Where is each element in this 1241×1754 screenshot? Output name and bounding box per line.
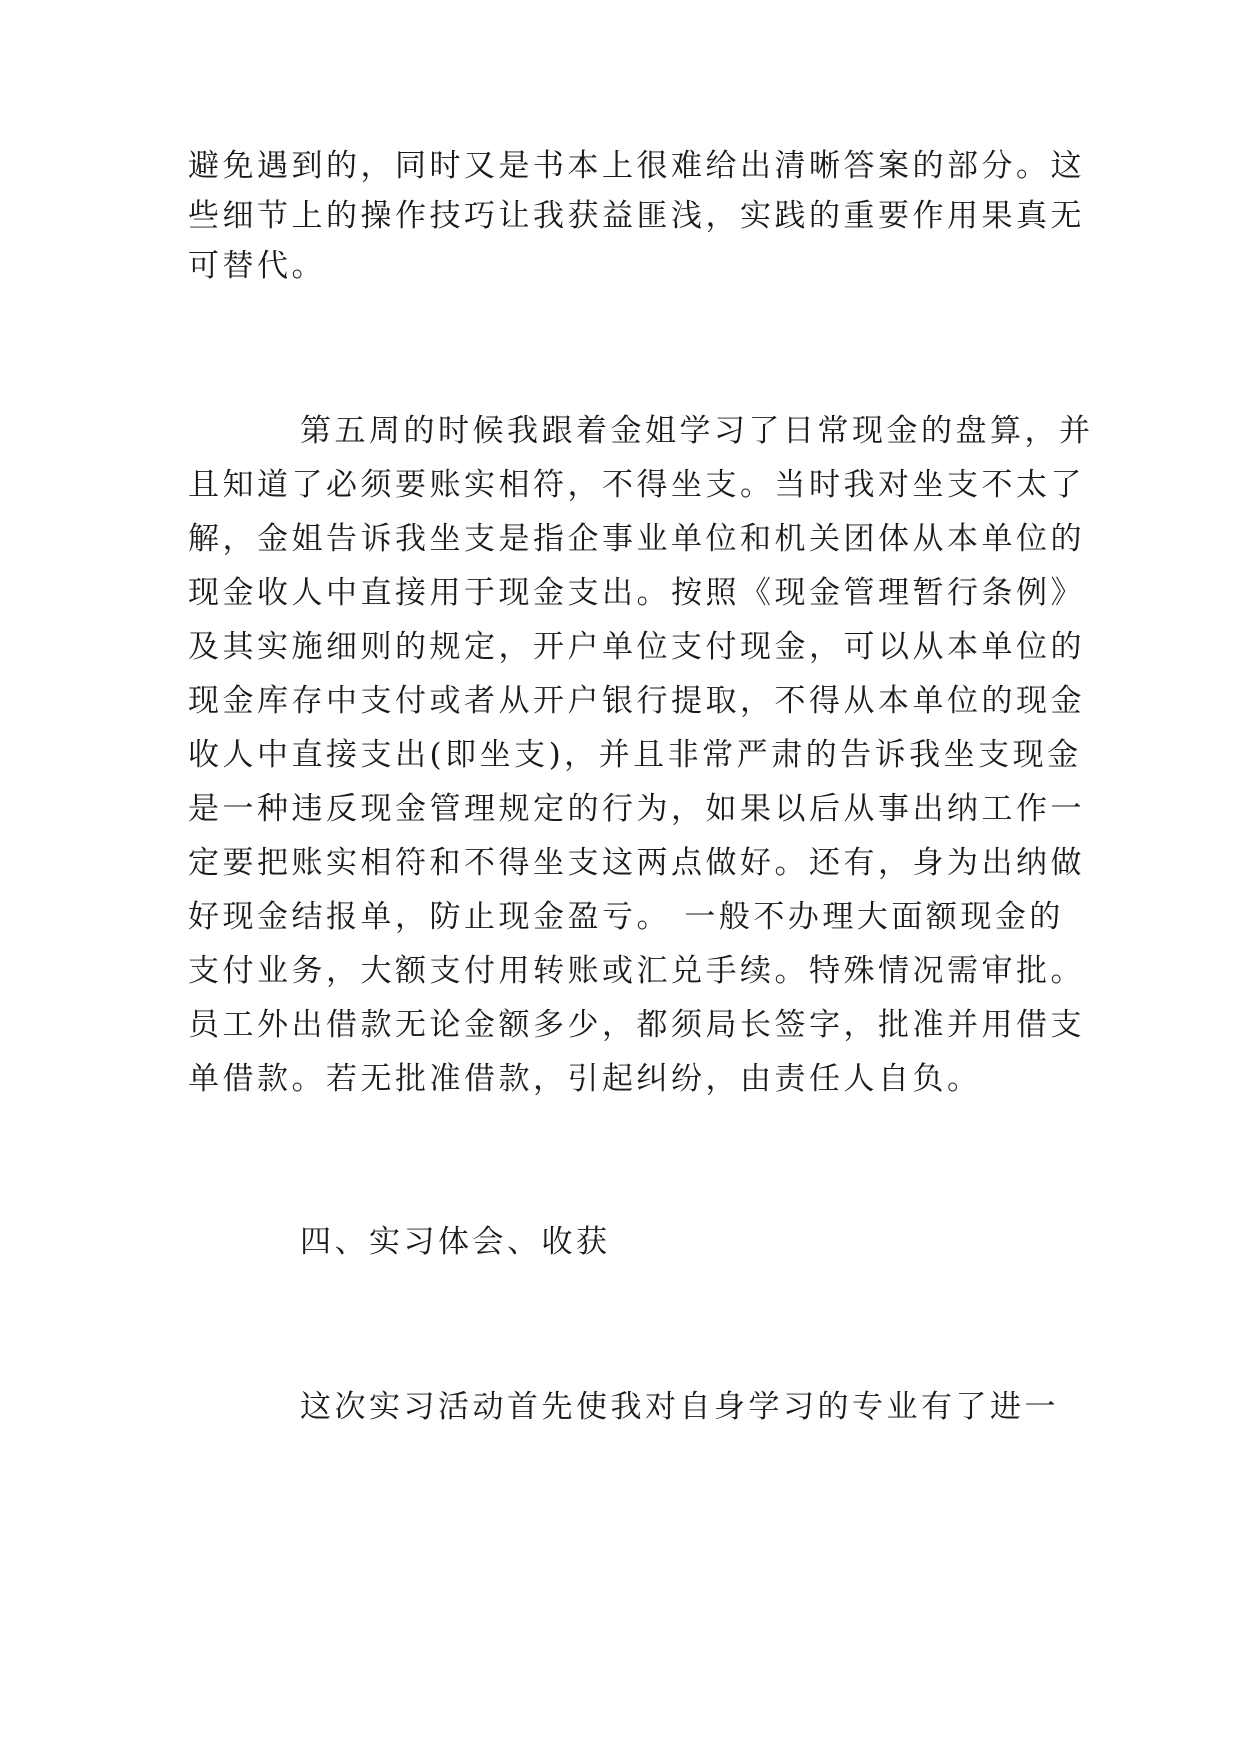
text-line: 这次实习活动首先使我对自身学习的专业有了进一 bbox=[300, 1389, 1059, 1425]
text-line: 些细节上的操作技巧让我获益匪浅，实践的重要作用果真无 bbox=[188, 198, 1085, 234]
text-line: 好现金结报单，防止现金盈亏。 一般不办理大面额现金的 bbox=[188, 899, 1064, 935]
text-line: 避免遇到的，同时又是书本上很难给出清晰答案的部分。这 bbox=[188, 148, 1085, 184]
text-line: 现金库存中支付或者从开户银行提取，不得从本单位的现金 bbox=[188, 683, 1085, 719]
section-heading: 四、实习体会、收获 bbox=[300, 1224, 611, 1260]
text-line: 定要把账实相符和不得坐支这两点做好。还有，身为出纳做 bbox=[188, 845, 1085, 881]
text-line: 解，金姐告诉我坐支是指企事业单位和机关团体从本单位的 bbox=[188, 521, 1085, 557]
text-line: 及其实施细则的规定，开户单位支付现金，可以从本单位的 bbox=[188, 629, 1085, 665]
text-line: 收人中直接支出(即坐支)，并且非常严肃的告诉我坐支现金 bbox=[188, 737, 1082, 773]
text-line: 且知道了必须要账实相符，不得坐支。当时我对坐支不太了 bbox=[188, 467, 1085, 503]
text-line: 员工外出借款无论金额多少，都须局长签字，批准并用借支 bbox=[188, 1007, 1085, 1043]
text-line: 现金收人中直接用于现金支出。按照《现金管理暂行条例》 bbox=[188, 575, 1085, 611]
text-line: 是一种违反现金管理规定的行为，如果以后从事出纳工作一 bbox=[188, 791, 1085, 827]
text-line: 支付业务，大额支付用转账或汇兑手续。特殊情况需审批。 bbox=[188, 953, 1085, 989]
text-line: 第五周的时候我跟着金姐学习了日常现金的盘算，并 bbox=[300, 413, 1094, 449]
text-line: 单借款。若无批准借款，引起纠纷，由责任人自负。 bbox=[188, 1061, 982, 1097]
text-line: 可替代。 bbox=[188, 248, 326, 284]
